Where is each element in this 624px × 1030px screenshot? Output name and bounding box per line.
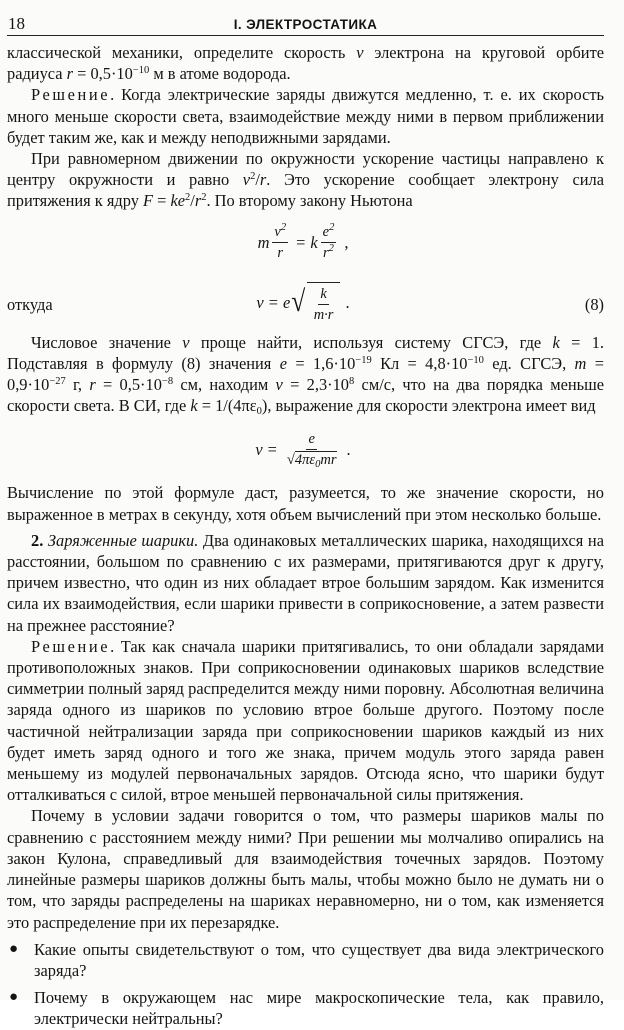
page-number: 18 <box>8 14 25 33</box>
equation: m $\frac{v^2}{r}$ = k $\frac{e^2}{r^2}$ , <box>257 222 349 262</box>
paragraph: классической механики, определите скорость v электрона на круговой орбите радиуса $r = 0,5\cdot 10^{-10}$ м в атоме водорода. <box>7 43 605 84</box>
equation-row <box>7 212 604 274</box>
paragraph: 2. Заряженные шарики. Два одинаковых металлических шарика, находящихся на расстоянии, большом по сравнению с их размерами, притягиваются друг к другу, причем известно, что один из них обладает втрое большим зарядом. Как изменится сила их взаимодействия, если шарики привести в соприкосновение, а затем развести на прежнее расстояние? <box>7 530 604 635</box>
bullet-dot-icon: ● <box>9 989 19 1006</box>
section-title: I. ЭЛЕКТРОСТАТИКА <box>233 17 378 32</box>
question-bullet <box>7 939 604 981</box>
running-head <box>7 13 604 36</box>
equation-lead-word: откуда <box>7 294 53 314</box>
bullet-dot-icon: ● <box>9 940 19 957</box>
paragraph: Решение. Когда электрические заряды движутся медленно, т. е. их скорость много меньше скорости света, взаимодействие между ними в первом приближении будет таким же, как и между неподвижными зарядами. <box>7 85 604 147</box>
question-bullet <box>7 987 604 1029</box>
equation-number: (8) <box>584 294 604 314</box>
question-text: Какие опыты свидетельствуют о том, что существует два вида электрического заряда? <box>34 939 604 980</box>
paragraph: Числовое значение v проще найти, используя систему СГСЭ, где k = 1. Подставляя в формулу (8) значения $e = 1,6\cdot 10^{-19}$ Кл = $4,8\cdot 10^{-10}$ ед. СГСЭ, $m = 0,9\cdot 10^{-27}$ г, $r = 0,5\cdot 10^{-8}$ см, находим $v = 2,3\cdot 10^8$ см/с, что на два порядка меньше скорости света. В СИ, где $k = 1/(4\pi\varepsilon_0)$, выражение для скорости электрона имеет вид <box>7 332 605 418</box>
paragraph: Решение. Так как сначала шарики притягивались, то они обладали зарядами противоположных знаков. При соприкосновении одинаковых шариков вследствие симметрии полный заряд распределится между ними поровну. Абсолютная величина заряда одного из шариков по условию втрое больше другого. Поэтому после частичной нейтрализации заряда при соприкосновении шариков каждый из них будет иметь заряд одного и того же знака, причем модуль этого заряда равен меньшему из модулей первоначальных зарядов. Отсюда ясно, что шарики будут отталкиваться с силой, втрое меньшей первоначальной силы притяжения. <box>7 636 604 805</box>
equation: v = e √ $\frac{k}{m\cdot r}$ . <box>7 274 604 332</box>
paragraph: Вычисление по этой формуле даст, разумеется, то же значение скорости, но выраженное в метрах в секунду, хотя объем вычислений при этом несколько больше. <box>7 483 604 524</box>
equation-row <box>7 416 604 482</box>
question-text: Почему в окружающем нас мире макроскопические тела, как правило, электрически нейтральны? <box>34 988 604 1029</box>
page-content <box>7 42 604 1030</box>
paragraph: При равномерном движении по окружности ускорение частицы направлено к центру окружности и равно $v^2/r$. Это ускорение сообщает электрону сила притяжения к ядру $F = ke^2/r^2$. По второму закону Ньютона <box>7 149 604 211</box>
equation: v = $\frac{e}{√4\pi\varepsilon_0mr}$ . <box>255 430 351 470</box>
equation-row <box>7 274 604 332</box>
paragraph: Почему в условии задачи говорится о том, что размеры шариков малы по сравнению с расстоянием между ними? При решении мы молчаливо опирались на закон Кулона, справедливый для взаимодействия точечных зарядов. Поэтому линейные размеры шариков должны быть малы, чтобы можно было не думать ни о том, что заряды распределены на шариках неравномерно, ни о том, как изменяется это распределение при их перезарядке. <box>7 806 604 932</box>
